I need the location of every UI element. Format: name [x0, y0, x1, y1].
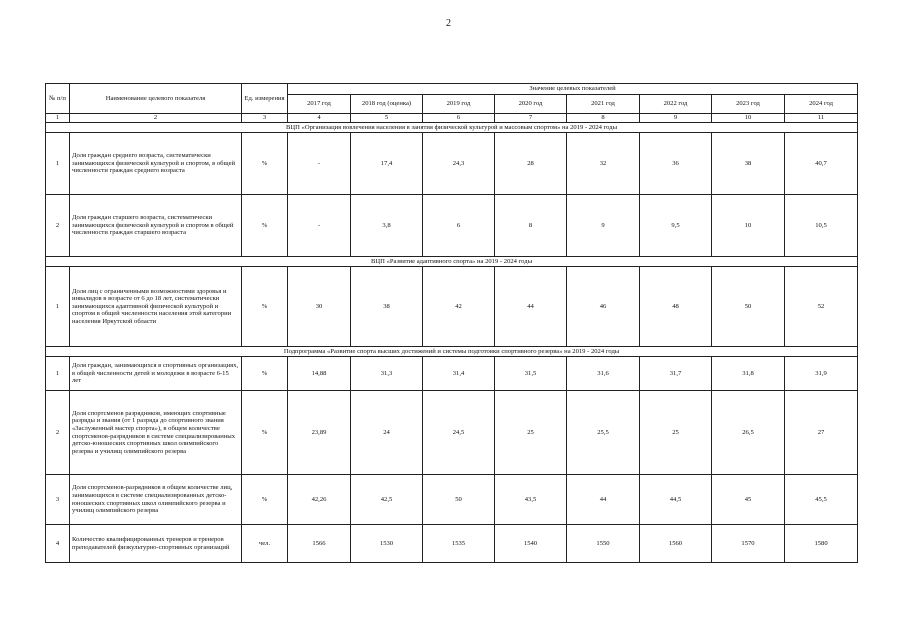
value-cell: 1550	[567, 525, 640, 563]
page-number: 2	[446, 18, 451, 29]
value-cell: 24	[351, 391, 423, 475]
indicator-name: Доля спортсменов разрядников, имеющих спортивные разряды и звания (от 1 разряда до спортивного звания «Заслуженный мастер спорта»), в общем количестве спортсменов-разрядников в системе специализированных детско-юношеских спортивных школ олимпийского резерва и училищ олимпийского резерва	[70, 391, 242, 475]
value-cell: 1580	[785, 525, 858, 563]
value-cell: 50	[712, 267, 785, 347]
value-cell: 27	[785, 391, 858, 475]
section-header-row	[46, 347, 858, 357]
value-cell: 32	[567, 133, 640, 195]
value-cell: 10,5	[785, 195, 858, 257]
value-cell: 14,88	[288, 357, 351, 391]
header-name: Наименование целевого показателя	[70, 84, 242, 114]
value-cell: 28	[495, 133, 567, 195]
unit-cell: %	[242, 357, 288, 391]
column-number: 8	[567, 114, 640, 123]
unit-cell: %	[242, 267, 288, 347]
value-cell: 25	[495, 391, 567, 475]
value-cell: 26,5	[712, 391, 785, 475]
value-cell: 23,89	[288, 391, 351, 475]
indicator-name: Доля граждан среднего возраста, систематически занимающихся физической культурой и спортом, в общей численности граждан среднего возраста	[70, 133, 242, 195]
value-cell: 42	[423, 267, 495, 347]
value-cell: 31,6	[567, 357, 640, 391]
unit-cell: %	[242, 391, 288, 475]
table-row	[46, 267, 858, 347]
column-number: 5	[351, 114, 423, 123]
value-cell: 1530	[351, 525, 423, 563]
row-number: 4	[46, 525, 70, 563]
value-cell: 45	[712, 475, 785, 525]
section-title: ВЦП «Организация вовлечения населения в занятия физической культурой и массовым спортом» на 2019 - 2024 годы	[46, 123, 858, 133]
row-number: 3	[46, 475, 70, 525]
value-cell: 40,7	[785, 133, 858, 195]
indicator-name: Количество квалифицированных тренеров и тренеров преподавателей физкультурно-спортивных организаций	[70, 525, 242, 563]
table-row	[46, 525, 858, 563]
header-year: 2020 год	[495, 95, 567, 114]
value-cell: 44	[567, 475, 640, 525]
value-cell: 25,5	[567, 391, 640, 475]
header-year: 2022 год	[640, 95, 712, 114]
value-cell: 48	[640, 267, 712, 347]
table-row	[46, 133, 858, 195]
unit-cell: чел.	[242, 525, 288, 563]
unit-cell: %	[242, 195, 288, 257]
row-number: 1	[46, 357, 70, 391]
value-cell: 31,8	[712, 357, 785, 391]
value-cell: 30	[288, 267, 351, 347]
target-indicators-table	[45, 83, 858, 563]
indicator-name: Доля граждан старшего возраста, систематически занимающихся физической культурой и спортом в общей численности граждан старшего возраста	[70, 195, 242, 257]
indicator-name: Доля граждан, занимающихся в спортивных организациях, в общей численности детей и молодежи в возрасте 6-15 лет	[70, 357, 242, 391]
section-header-row	[46, 257, 858, 267]
header-unit: Ед. измерения	[242, 84, 288, 114]
column-number: 9	[640, 114, 712, 123]
column-number: 4	[288, 114, 351, 123]
table-row	[46, 475, 858, 525]
row-number: 2	[46, 195, 70, 257]
value-cell: 24,5	[423, 391, 495, 475]
value-cell: -	[288, 195, 351, 257]
row-number: 1	[46, 133, 70, 195]
value-cell: 44	[495, 267, 567, 347]
column-number: 11	[785, 114, 858, 123]
row-number: 1	[46, 267, 70, 347]
header-year: 2019 год	[423, 95, 495, 114]
column-number: 10	[712, 114, 785, 123]
section-title: Подпрограмма «Развитие спорта высших достижений и системы подготовки спортивного резерва» на 2019 - 2024 годы	[46, 347, 858, 357]
value-cell: 17,4	[351, 133, 423, 195]
table-row	[46, 391, 858, 475]
unit-cell: %	[242, 133, 288, 195]
table-row	[46, 357, 858, 391]
header-year: 2021 год	[567, 95, 640, 114]
header-year: 2023 год	[712, 95, 785, 114]
value-cell: 1535	[423, 525, 495, 563]
indicator-name: Доля спортсменов-разрядников в общем количестве лиц, занимающихся в системе специализированных детско-юношеских спортивных школ олимпийского резерва и училищ олимпийского резерва	[70, 475, 242, 525]
table-row	[46, 195, 858, 257]
value-cell: 6	[423, 195, 495, 257]
value-cell: 1540	[495, 525, 567, 563]
value-cell: 25	[640, 391, 712, 475]
column-number: 2	[70, 114, 242, 123]
column-number: 7	[495, 114, 567, 123]
value-cell: 1566	[288, 525, 351, 563]
value-cell: 1560	[640, 525, 712, 563]
value-cell: 31,3	[351, 357, 423, 391]
value-cell: 10	[712, 195, 785, 257]
header-group-title: Значение целевых показателей	[288, 84, 858, 95]
value-cell: 46	[567, 267, 640, 347]
header-year: 2017 год	[288, 95, 351, 114]
value-cell: 38	[351, 267, 423, 347]
value-cell: 9	[567, 195, 640, 257]
value-cell: 24,3	[423, 133, 495, 195]
column-number: 3	[242, 114, 288, 123]
section-title: ВЦП «Развитие адаптивного спорта» на 2019 - 2024 годы	[46, 257, 858, 267]
value-cell: 45,5	[785, 475, 858, 525]
value-cell: 43,5	[495, 475, 567, 525]
value-cell: 9,5	[640, 195, 712, 257]
value-cell: 3,8	[351, 195, 423, 257]
unit-cell: %	[242, 475, 288, 525]
header-year: 2018 год (оценка)	[351, 95, 423, 114]
column-number: 6	[423, 114, 495, 123]
header-year: 2024 год	[785, 95, 858, 114]
value-cell: -	[288, 133, 351, 195]
value-cell: 50	[423, 475, 495, 525]
value-cell: 31,9	[785, 357, 858, 391]
value-cell: 52	[785, 267, 858, 347]
indicator-name: Доля лиц с ограниченными возможностями здоровья и инвалидов в возрасте от 6 до 18 лет, систематически занимающихся адаптивной физической культурой и спортом в общей численности населения этой категории населения Иркутской области	[70, 267, 242, 347]
value-cell: 36	[640, 133, 712, 195]
value-cell: 42,5	[351, 475, 423, 525]
value-cell: 42,26	[288, 475, 351, 525]
value-cell: 38	[712, 133, 785, 195]
section-header-row	[46, 123, 858, 133]
value-cell: 1570	[712, 525, 785, 563]
value-cell: 31,5	[495, 357, 567, 391]
value-cell: 8	[495, 195, 567, 257]
column-number: 1	[46, 114, 70, 123]
value-cell: 31,4	[423, 357, 495, 391]
value-cell: 31,7	[640, 357, 712, 391]
row-number: 2	[46, 391, 70, 475]
value-cell: 44,5	[640, 475, 712, 525]
header-no: № п/п	[46, 84, 70, 114]
